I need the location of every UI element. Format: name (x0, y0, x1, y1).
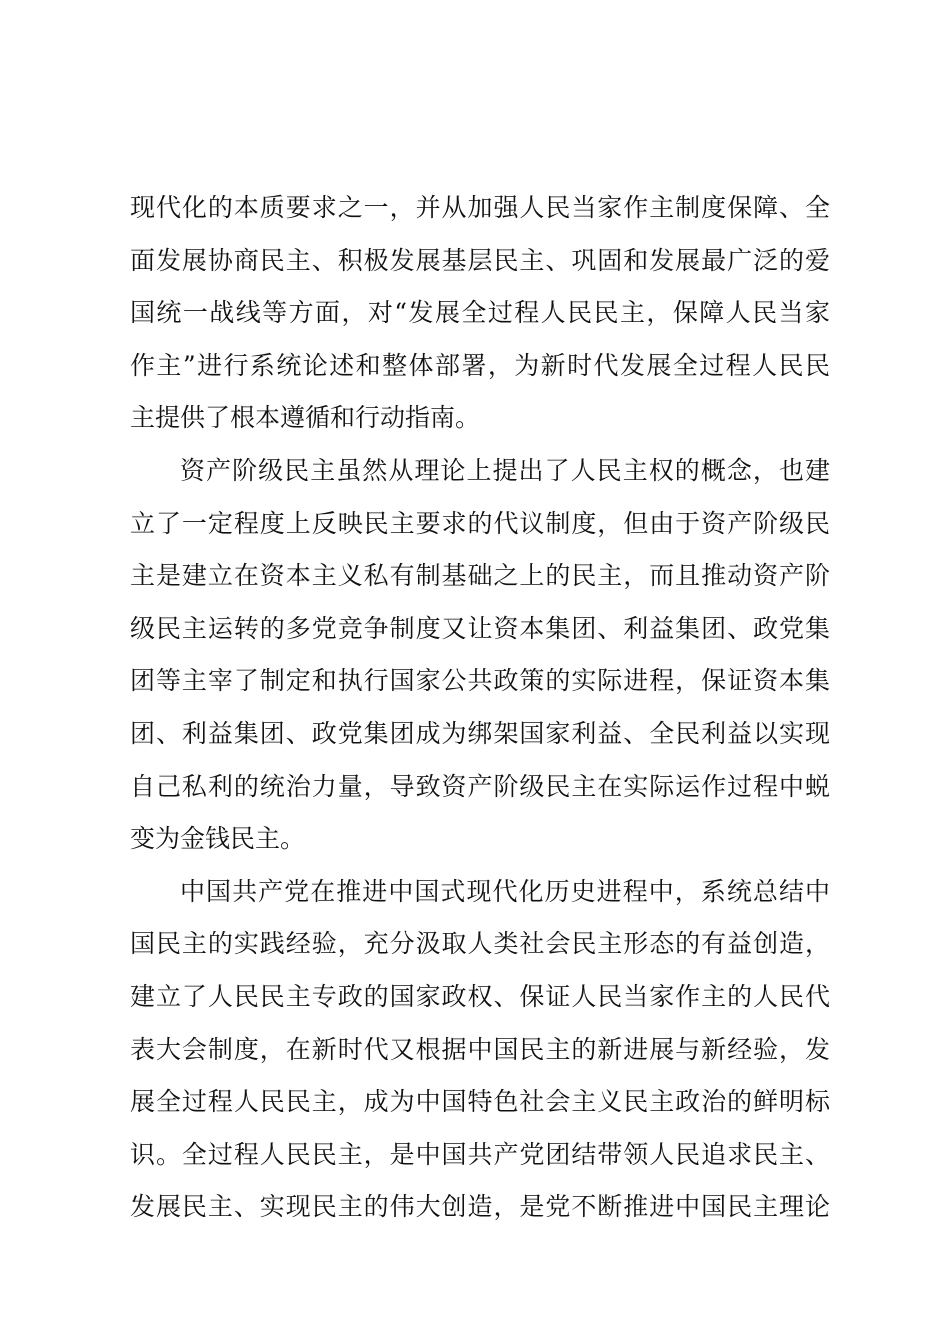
text-line: 识。全过程人民民主，是中国共产党团结带领人民追求民主、 (130, 1139, 830, 1169)
text-line: 国民主的实践经验，充分汲取人类社会民主形态的有益创造， (130, 929, 830, 959)
text-line: 团、利益集团、政党集团成为绑架国家利益、全民利益以实现 (130, 718, 830, 748)
text-line: 立了一定程度上反映民主要求的代议制度，但由于资产阶级民 (130, 508, 830, 538)
text-line: 现代化的本质要求之一，并从加强人民当家作主制度保障、全 (130, 193, 830, 222)
text-line: 主是建立在资本主义私有制基础之上的民主，而且推动资产阶 (130, 561, 830, 591)
text-line: 主提供了根本遵循和行动指南。 (130, 403, 481, 433)
text-line: 发展民主、实现民主的伟大创造，是党不断推进中国民主理论 (130, 1192, 830, 1222)
text-line: 作主”进行系统论述和整体部署，为新时代发展全过程人民民 (130, 350, 830, 380)
text-line: 自己私利的统治力量，导致资产阶级民主在实际运作过程中蜕 (130, 771, 830, 801)
text-line: 表大会制度，在新时代又根据中国民主的新进展与新经验，发 (130, 1034, 830, 1064)
text-line: 中国共产党在推进中国式现代化历史进程中，系统总结中 (180, 876, 830, 906)
text-line: 建立了人民民主专政的国家政权、保证人民当家作主的人民代 (130, 981, 830, 1011)
text-line: 面发展协商民主、积极发展基层民主、巩固和发展最广泛的爱 (130, 245, 830, 275)
text-line: 展全过程人民民主，成为中国特色社会主义民主政治的鲜明标 (130, 1087, 830, 1117)
text-line: 团等主宰了制定和执行国家公共政策的实际进程，保证资本集 (130, 666, 830, 696)
text-line: 级民主运转的多党竞争制度又让资本集团、利益集团、政党集 (130, 613, 830, 643)
text-line: 变为金钱民主。 (130, 824, 306, 854)
text-line: 资产阶级民主虽然从理论上提出了人民主权的概念，也建 (180, 455, 830, 485)
text-line: 国统一战线等方面，对“发展全过程人民民主，保障人民当家 (130, 298, 830, 328)
body-text (130, 182, 830, 1234)
